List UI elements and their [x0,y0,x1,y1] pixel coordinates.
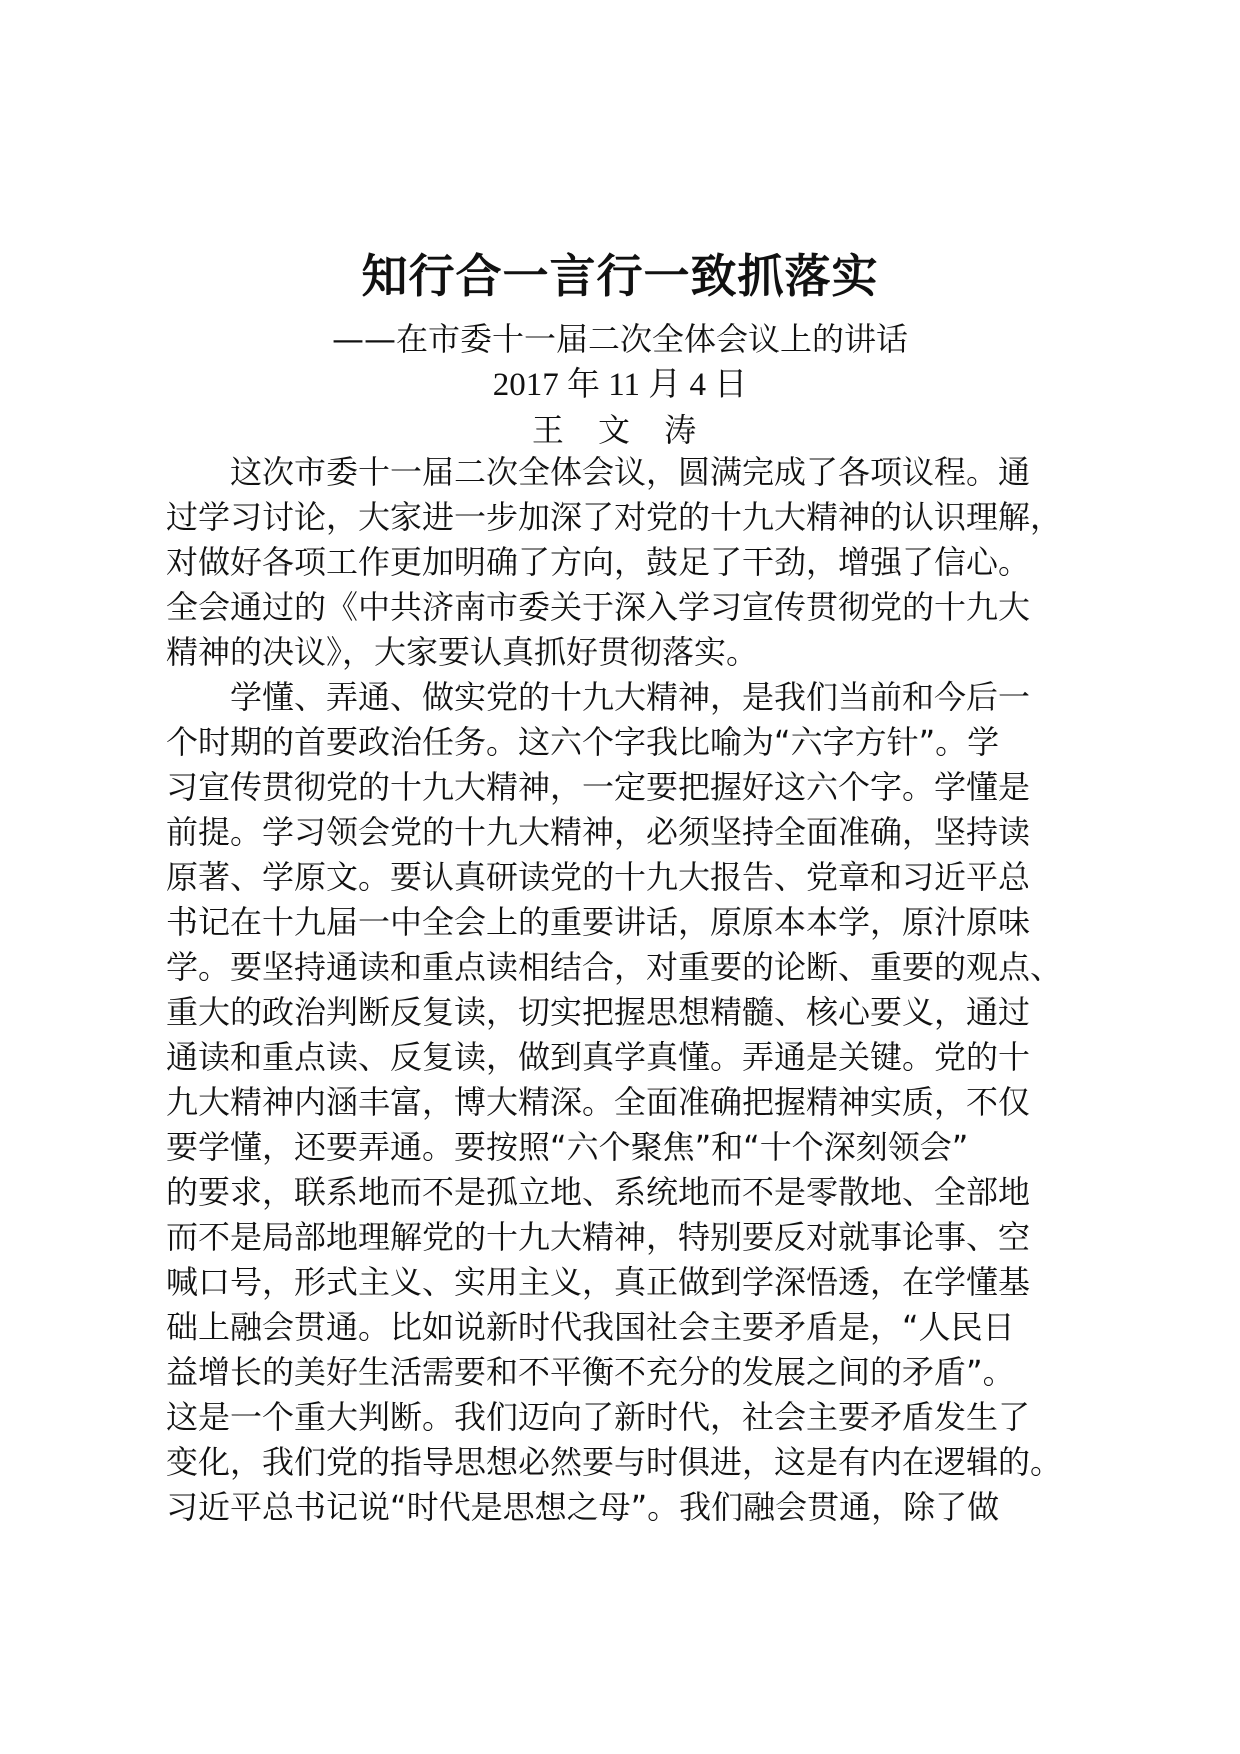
document-subtitle: ——在市委十一届二次全体会议上的讲话 [331,320,908,358]
paragraph-2-line: 的要求，联系地而不是孤立地、系统地而不是零散地、全部地 [166,1173,1031,1211]
paragraph-2-line: 习近平总书记说“时代是思想之母”。我们融会贯通，除了做 [166,1488,1000,1526]
paragraph-2-line: 益增长的美好生活需要和不平衡不充分的发展之间的矛盾”。 [166,1353,1015,1391]
paragraph-2-line: 学懂、弄通、做实党的十九大精神，是我们当前和今后一 [230,678,1031,716]
paragraph-2-line: 喊口号，形式主义、实用主义，真正做到学深悟透，在学懂基 [166,1263,1031,1301]
paragraph-2-line: 而不是局部地理解党的十九大精神，特别要反对就事论事、空 [166,1218,1031,1256]
paragraph-2-line: 习宣传贯彻党的十九大精神，一定要把握好这六个字。学懂是 [166,768,1031,806]
paragraph-1-line: 精神的决议》，大家要认真抓好贯彻落实。 [166,633,759,671]
paragraph-2-line: 重大的政治判断反复读，切实把握思想精髓、核心要义，通过 [166,993,1031,1031]
paragraph-2-line: 通读和重点读、反复读，做到真学真懂。弄通是关键。党的十 [166,1038,1031,1076]
document-title: 知行合一言行一致抓落实 [361,249,879,303]
paragraph-2-line: 学。要坚持通读和重点读相结合，对重要的论断、重要的观点、 [166,948,1063,986]
paragraph-1-line: 过学习讨论，大家进一步加深了对党的十九大精神的认识理解， [166,498,1063,536]
paragraph-2-line: 要学懂，还要弄通。要按照“六个聚焦”和“十个深刻领会” [166,1128,969,1166]
paragraph-1-line: 全会通过的《中共济南市委关于深入学习宣传贯彻党的十九大 [166,588,1031,626]
paragraph-2-line: 前提。学习领会党的十九大精神，必须坚持全面准确，坚持读 [166,813,1031,851]
paragraph-2-line: 础上融会贯通。比如说新时代我国社会主要矛盾是，“人民日 [166,1308,1015,1346]
paragraph-2-line: 九大精神内涵丰富，博大精深。全面准确把握精神实质，不仅 [166,1083,1031,1121]
paragraph-2-line: 个时期的首要政治任务。这六个字我比喻为“六字方针”。学 [166,723,1000,761]
paragraph-1-line: 对做好各项工作更加明确了方向，鼓足了干劲，增强了信心。 [166,543,1031,581]
paragraph-2-line: 变化，我们党的指导思想必然要与时俱进，这是有内在逻辑的。 [166,1443,1063,1481]
paragraph-1-line: 这次市委十一届二次全体会议，圆满完成了各项议程。通 [230,453,1031,491]
paragraph-2-line: 原著、学原文。要认真研读党的十九大报告、党章和习近平总 [166,858,1031,896]
paragraph-2-line: 这是一个重大判断。我们迈向了新时代，社会主要矛盾发生了 [166,1398,1031,1436]
document-body [166,450,1086,1530]
document-author: 王 文 涛 [531,411,709,449]
document-date: 2017 年 11 月 4 日 [492,367,748,403]
paragraph-2-line: 书记在十九届一中全会上的重要讲话，原原本本学，原汁原味 [166,903,1031,941]
